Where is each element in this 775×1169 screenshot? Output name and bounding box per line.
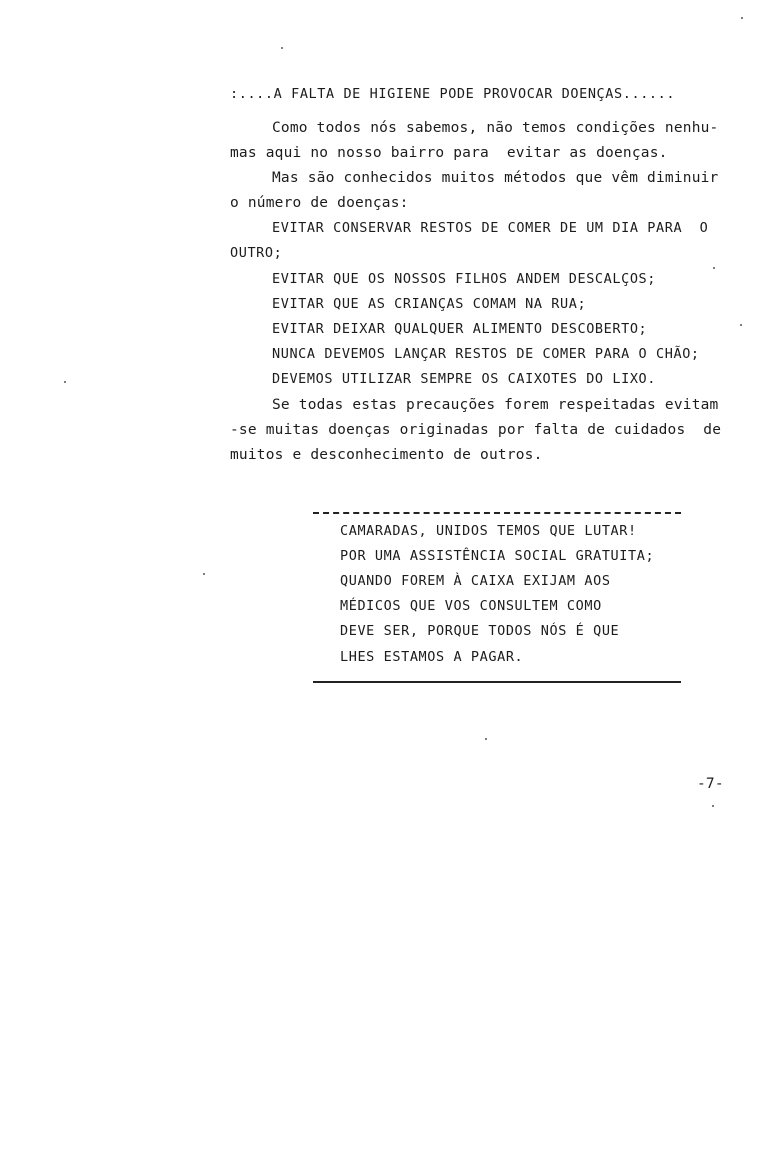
scan-speck xyxy=(64,381,66,383)
page-number: -7- xyxy=(697,776,724,792)
paragraph-2-line-2: o número de doenças: xyxy=(230,195,409,211)
box-line: DEVE SER, PORQUE TODOS NÓS É QUE xyxy=(340,623,620,639)
list-item: DEVEMOS UTILIZAR SEMPRE OS CAIXOTES DO LIXO. xyxy=(272,371,657,387)
list-item: OUTRO; xyxy=(230,245,283,261)
page-heading: :....A FALTA DE HIGIENE PODE PROVOCAR DOENÇAS...... xyxy=(230,86,676,102)
paragraph-3-line-2: -se muitas doenças originadas por falta de cuidados de xyxy=(230,422,722,438)
list-item: EVITAR CONSERVAR RESTOS DE COMER DE UM DIA PARA O xyxy=(272,220,709,236)
scan-speck xyxy=(740,324,742,326)
paragraph-1-line-1: Como todos nós sabemos, não temos condições nenhu- xyxy=(272,120,719,136)
scan-speck xyxy=(281,47,283,49)
scan-speck xyxy=(203,573,205,575)
list-item: EVITAR QUE OS NOSSOS FILHOS ANDEM DESCALÇOS; xyxy=(272,271,657,287)
scan-speck xyxy=(712,805,714,807)
box-line: LHES ESTAMOS A PAGAR. xyxy=(340,649,524,665)
box-line: POR UMA ASSISTÊNCIA SOCIAL GRATUITA; xyxy=(340,548,655,564)
scan-speck xyxy=(485,738,487,740)
paragraph-1-line-2: mas aqui no nosso bairro para evitar as doenças. xyxy=(230,145,668,161)
box-bottom-rule xyxy=(313,681,681,683)
box-top-rule xyxy=(313,512,681,514)
box-line: CAMARADAS, UNIDOS TEMOS QUE LUTAR! xyxy=(340,523,637,539)
paragraph-3-line-1: Se todas estas precauções forem respeitadas evitam xyxy=(272,397,719,413)
box-line: QUANDO FOREM À CAIXA EXIJAM AOS xyxy=(340,573,611,589)
list-item: EVITAR DEIXAR QUALQUER ALIMENTO DESCOBERTO; xyxy=(272,321,648,337)
scan-speck xyxy=(741,17,743,19)
box-line: MÉDICOS QUE VOS CONSULTEM COMO xyxy=(340,598,602,614)
list-item: NUNCA DEVEMOS LANÇAR RESTOS DE COMER PARA O CHÃO; xyxy=(272,346,700,362)
paragraph-2-line-1: Mas são conhecidos muitos métodos que vêm diminuir xyxy=(272,170,719,186)
paragraph-3-line-3: muitos e desconhecimento de outros. xyxy=(230,447,543,463)
scan-speck xyxy=(713,267,715,269)
list-item: EVITAR QUE AS CRIANÇAS COMAM NA RUA; xyxy=(272,296,587,312)
